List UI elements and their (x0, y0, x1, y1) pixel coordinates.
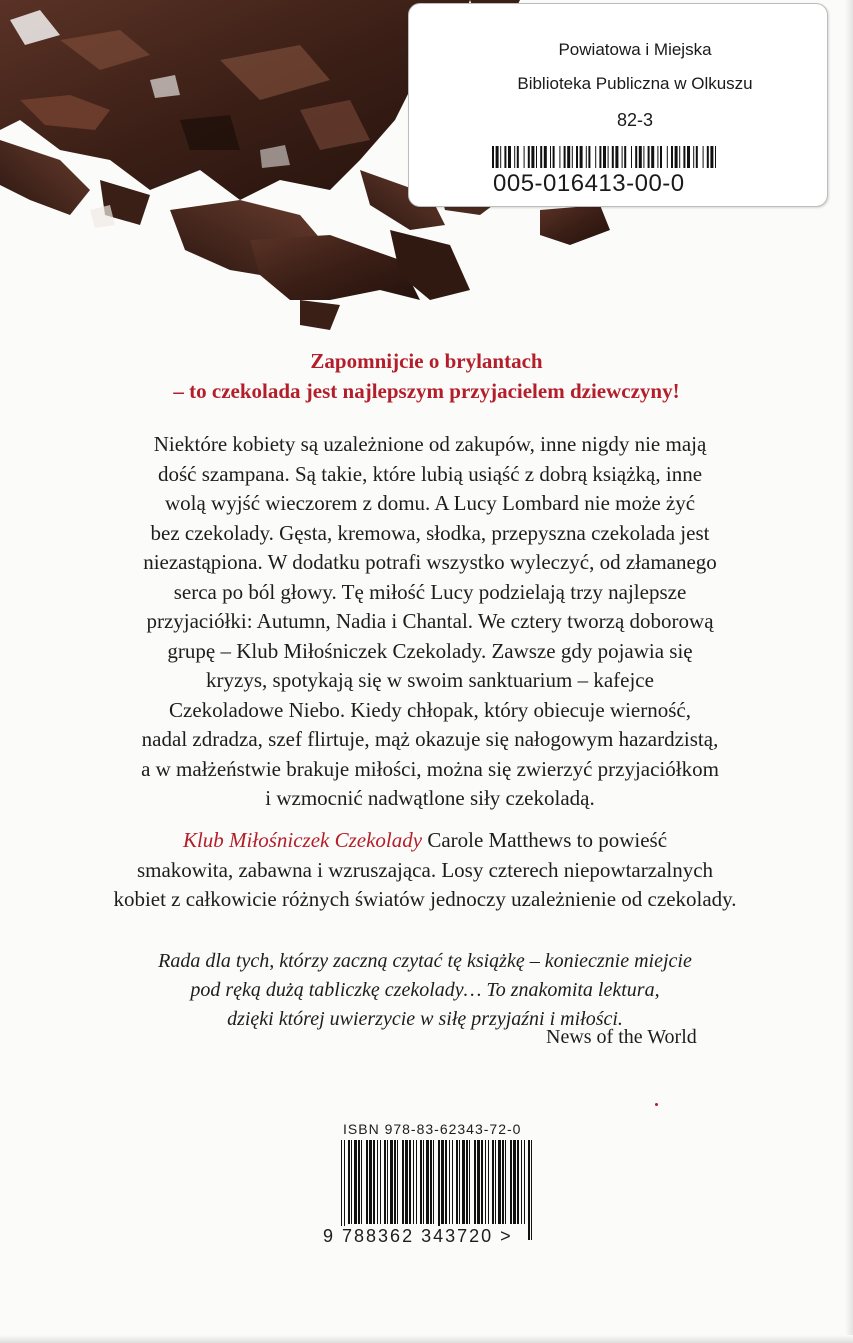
barcode-bar (550, 146, 551, 168)
barcode-bar (564, 146, 566, 168)
blurb-paragraph-2 (80, 826, 770, 915)
library-barcode-number: 005-016413-00-0 (493, 170, 685, 197)
barcode-bar (517, 1140, 519, 1224)
barcode-bar (586, 146, 587, 168)
barcode-bar (657, 146, 658, 168)
barcode-bar (402, 1140, 404, 1224)
isbn-barcode-digits: 9 788362 343720 > (323, 1226, 513, 1246)
barcode-bar (433, 1140, 434, 1224)
blurb-line: i wzmocnić nadwątlone siły czekoladą. (265, 786, 595, 810)
barcode-bar (397, 1140, 398, 1224)
blurb-line: grupę – Klub Miłośniczek Czekolady. Zawsze gdy pojawia się (167, 638, 693, 663)
barcode-bar (469, 1140, 470, 1224)
barcode-bar (481, 1140, 483, 1224)
barcode-bar (459, 1140, 460, 1224)
barcode-bar (531, 146, 534, 168)
barcode-bar (572, 146, 573, 168)
headline-line1: Zapomnijcie o brylantach (310, 349, 543, 373)
library-code: 82-3 (616, 110, 654, 130)
barcode-bar (380, 1140, 381, 1224)
barcode-bar (524, 1140, 525, 1224)
blurb-line: wolą wyjść wieczorem z domu. A Lucy Lombard nie może żyć (164, 491, 696, 515)
barcode-bar (608, 146, 609, 168)
barcode-bar (612, 146, 614, 168)
barcode-bar (648, 146, 650, 168)
barcode-bar (361, 1140, 362, 1224)
blurb-line: dość szampana. Są takie, które lubią usiąść z dobrą książką, inne (157, 461, 703, 486)
quote-line: Rada dla tych, którzy zaczną czytać tę książkę – koniecznie miejcie (158, 950, 692, 972)
review-quote (100, 947, 750, 1034)
barcode-bar (445, 1140, 447, 1224)
barcode-bar (384, 1140, 386, 1224)
headline (0, 346, 853, 406)
barcode-bar (341, 1140, 342, 1240)
barcode-bar (693, 146, 694, 168)
barcode-bar (485, 1140, 486, 1224)
library-name-line2: Biblioteka Publiczna w Olkuszu (517, 74, 753, 93)
quote-line: pod ręką dużą tabliczkę czekolady… To znakomita lektura, (190, 979, 660, 1001)
barcode-bar (651, 146, 654, 168)
barcode-bar (373, 1140, 375, 1224)
barcode-bar (405, 1140, 408, 1224)
barcode-bar (576, 146, 578, 168)
ink-speck (655, 1103, 658, 1106)
barcode-bar (456, 1140, 458, 1224)
blurb-paragraph (95, 430, 765, 814)
barcode-bar (707, 146, 709, 168)
barcode-bar (528, 1140, 530, 1240)
barcode-bar (409, 1140, 411, 1224)
barcode-bar (710, 146, 713, 168)
barcode-bar (696, 146, 698, 168)
barcode-bar (544, 146, 547, 168)
blurb-line: a w małżeństwie brakuje miłości, można się zwierzyć przyjaciółkom (141, 756, 719, 781)
barcode-bar (492, 146, 494, 168)
barcode-bar (498, 1140, 501, 1224)
barcode-bar (452, 1140, 453, 1224)
barcode-bar (524, 146, 525, 168)
barcode-bar (416, 1140, 417, 1224)
barcode-bar (588, 146, 590, 168)
barcode-bar (643, 146, 644, 168)
barcode-bar (595, 146, 596, 168)
barcode-bar (495, 1140, 496, 1224)
barcode-bar (703, 146, 704, 168)
barcode-bar (715, 146, 716, 168)
barcode-bar (508, 146, 511, 168)
barcode-bar (580, 146, 583, 168)
barcode-bar (462, 1140, 465, 1224)
barcode-bar (687, 146, 690, 168)
barcode-bar (660, 146, 662, 168)
barcode-bar (390, 1140, 393, 1224)
barcode-bar (351, 1140, 352, 1224)
blurb-line: nadal zdradza, szef flirtuje, mąż okazuje się nałogowym hazardzistą, (141, 727, 719, 751)
barcode-bar (358, 1140, 360, 1224)
barcode-bar (615, 146, 618, 168)
blurb2-line1-rest: Carole Matthews to powieść (422, 828, 668, 852)
barcode-bar (496, 146, 499, 168)
barcode-bar (683, 146, 685, 168)
barcode-bar (488, 1140, 489, 1224)
barcode-bar (567, 146, 570, 168)
blurb-line: Niektóre kobiety są uzależnione od zakupów, inne nigdy nie mają (153, 432, 707, 456)
barcode-bar (513, 1140, 516, 1224)
barcode-bar (466, 1140, 468, 1224)
blurb2-line1 (80, 826, 770, 856)
barcode-bar (366, 1140, 368, 1224)
blurb-line: niezastąpiona. W dodatku potrafi wszystko wyleczyć, od złamanego (143, 550, 717, 574)
barcode-bar (603, 146, 606, 168)
barcode-bar (531, 1140, 532, 1240)
barcode-bar (377, 1140, 378, 1224)
book-title-reference: Klub Miłośniczek Czekolady (182, 828, 423, 852)
barcode-bar (344, 1140, 345, 1240)
barcode-bar (553, 146, 555, 168)
isbn-barcode-icon (340, 1140, 534, 1240)
barcode-bar (517, 146, 519, 168)
barcode-bar (521, 1140, 522, 1224)
library-label (408, 3, 828, 207)
barcode-bar (671, 146, 673, 168)
blurb2-line2: smakowita, zabawna i wzruszająca. Losy czterech niepowtarzalnych (136, 857, 714, 882)
barcode-bar (505, 1140, 506, 1224)
barcode-bar (413, 1140, 414, 1224)
barcode-bar (474, 1140, 476, 1224)
blurb-line: bez czekolady. Gęsta, kremowa, słodka, przepyszna czekolada jest (150, 520, 710, 545)
barcode-bar (667, 146, 668, 168)
quote-source: News of the World (546, 1026, 697, 1048)
blurb-line: przyjaciółki: Autumn, Nadia i Chantal. We cztery tworzą doborową (146, 609, 714, 633)
blurb-line: kryzys, spotykają się w swoim sanktuarium – kafejce (206, 668, 654, 692)
barcode-bar (540, 146, 542, 168)
barcode-bar (510, 1140, 512, 1224)
barcode-bar (348, 1140, 350, 1224)
barcode-bar (502, 1140, 504, 1224)
quote-line: dzięki której uwierzycie w siłę przyjaźni i miłości. (227, 1008, 623, 1030)
barcode-bar (675, 146, 678, 168)
barcode-bar (536, 146, 537, 168)
barcode-bar (354, 1140, 357, 1224)
library-barcode-icon (491, 146, 719, 168)
barcode-bar (528, 146, 530, 168)
cover-edge-shadow (845, 0, 853, 1343)
barcode-bar (426, 1140, 429, 1224)
barcode-bar (514, 146, 515, 168)
barcode-bar (624, 146, 626, 168)
barcode-bar (631, 146, 632, 168)
cover-bottom-shadow (0, 1335, 853, 1343)
barcode-bar (449, 1140, 450, 1224)
barcode-bar (423, 1140, 424, 1224)
barcode-bar (420, 1140, 422, 1224)
barcode-bar (500, 146, 501, 168)
barcode-bar (504, 146, 506, 168)
blurb-line: Czekoladowe Niebo. Kiedy chłopak, który obiecuje wierność, (169, 697, 691, 722)
barcode-bar (369, 1140, 372, 1224)
isbn-label: ISBN 978-83-62343-72-0 (343, 1121, 522, 1137)
barcode-bar (430, 1140, 432, 1224)
barcode-bar (559, 146, 560, 168)
barcode-bar (622, 146, 623, 168)
blurb-line: serca po ból głowy. Tę miłość Lucy podzielają trzy najlepsze (173, 579, 687, 604)
headline-line2: – to czekolada jest najlepszym przyjacielem dziewczyny! (173, 379, 680, 403)
blurb2-line3: kobiet z całkowicie różnych światów jednoczy uzależnienie od czekolady. (113, 887, 737, 911)
barcode-bar (639, 146, 642, 168)
barcode-bar (441, 1140, 444, 1224)
barcode-bar (477, 1140, 480, 1224)
barcode-bar (492, 1140, 494, 1224)
barcode-bar (635, 146, 637, 168)
barcode-bar (438, 1140, 440, 1240)
barcode-bar (679, 146, 680, 168)
barcode-bar (394, 1140, 396, 1224)
barcode-bar (599, 146, 601, 168)
barcode-bar (387, 1140, 388, 1224)
library-name-line1: Powiatowa i Miejska (558, 40, 712, 59)
